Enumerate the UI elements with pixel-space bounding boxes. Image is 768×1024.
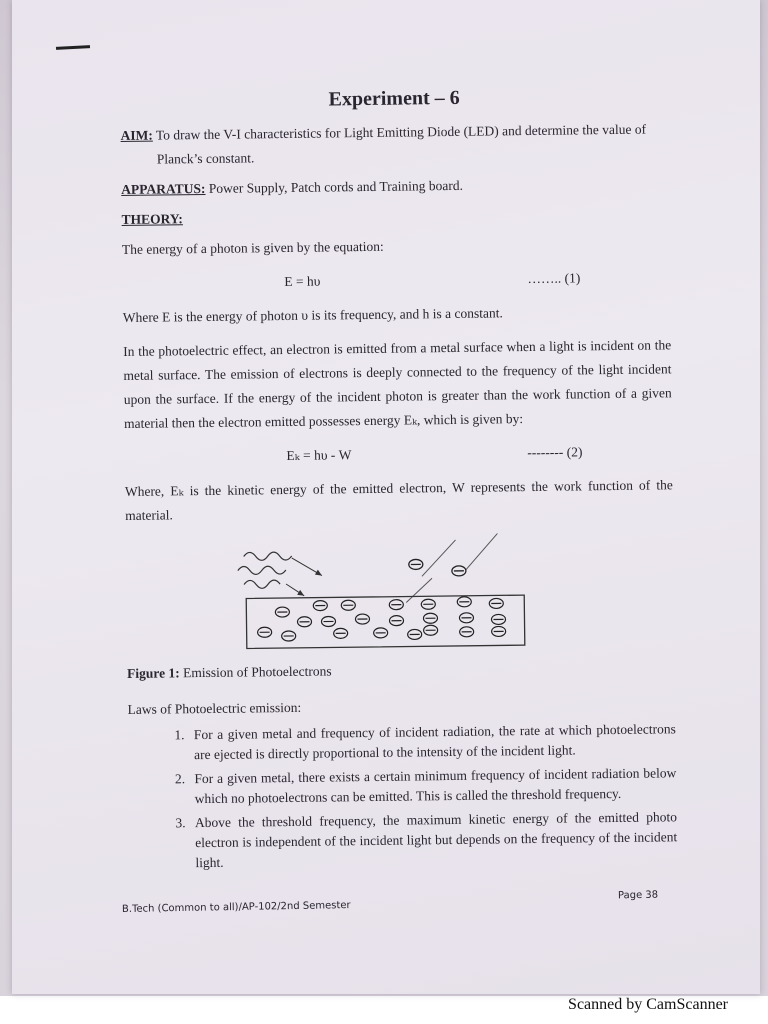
incident-light-ray-1: [244, 552, 292, 561]
electron: [460, 627, 474, 637]
electron: [389, 600, 403, 610]
electron: [423, 613, 437, 623]
apparatus-label: APPARATUS:: [121, 180, 206, 197]
electron: [424, 625, 438, 635]
equation-2: [124, 439, 672, 470]
theory-section: [121, 201, 669, 232]
electron: [321, 616, 335, 626]
electron: [275, 607, 289, 617]
list-item: 3. Above the threshold frequency, the maximum kinetic energy of the emitted photo electron is independent of the incident light but depends on the frequency of the incident light.: [189, 807, 678, 873]
photoelectric-paragraph: In the photoelectric effect, an electron is emitted from a metal surface when a light is incident on the metal surface. The emission of electrons is deeply connected to the frequency of the light incident upon the surface. If the energy of the incident photon is greater than the work function of a given material then the electron emitted possesses energy Eₖ, which is given by:: [123, 337, 672, 431]
equation-2-formula: Eₖ = hυ - W: [286, 447, 352, 463]
theory-label: THEORY:: [121, 211, 183, 227]
figure-caption-text: Emission of Photoelectrons: [179, 663, 332, 681]
scanner-watermark: Scanned by CamScanner: [568, 996, 728, 1013]
apparatus-section: [121, 171, 669, 202]
electron: [457, 597, 471, 607]
incident-light-ray-2: [238, 566, 286, 575]
electron: [489, 598, 503, 608]
footer-course: B.Tech (Common to all)/AP-102/2nd Semester: [121, 900, 351, 915]
electron: [282, 631, 296, 641]
aim-label: AIM:: [120, 127, 153, 143]
electron: [297, 617, 311, 627]
electron: [355, 614, 369, 624]
where-1-text: Where E is the energy of photon υ is its frequency, and h is a constant.: [122, 305, 503, 325]
apparatus-text: Power Supply, Patch cords and Training board.: [205, 177, 464, 196]
electron: [459, 613, 473, 623]
page-title: Experiment – 6: [328, 86, 460, 111]
electron: [491, 614, 505, 624]
where-2-text: Where, Eₖ is the kinetic energy of the emitted electron, W represents the work function of the material.: [124, 477, 673, 523]
electron: [334, 628, 348, 638]
electron: [408, 629, 422, 639]
figure-caption: [127, 655, 675, 686]
theory-intro: The energy of a photon is given by the equation:: [121, 238, 384, 257]
figure-caption-label: Figure 1:: [127, 665, 180, 681]
electron: [374, 628, 388, 638]
laws-heading: Laws of Photoelectric emission:: [127, 699, 302, 717]
document-body: [120, 83, 678, 878]
list-item: 1. For a given metal and frequency of incident radiation, the rate at which photoelectrons are ejected is directly proportional to the intensity of the incident light.: [188, 719, 676, 765]
equation-2-number: -------- (2): [527, 444, 583, 461]
emitted-arrow-2: [465, 533, 497, 569]
emitted-electron-2: [452, 566, 466, 576]
aim-text: To draw the V-I characteristics for Light Emitting Diode (LED) and determine the value of Planck’s constant.: [152, 121, 647, 167]
equation-1: [122, 265, 670, 296]
electron: [341, 600, 355, 610]
laws-list: [128, 719, 678, 874]
metal-electrons: [257, 596, 505, 641]
figure-photoelectron-emission: [125, 531, 674, 658]
incident-arrow-head-2: [297, 590, 304, 596]
electron: [313, 601, 327, 611]
aim-section: [120, 117, 669, 172]
electron: [421, 599, 435, 609]
footer-page-number: Page 38: [617, 889, 659, 902]
electron: [258, 627, 272, 637]
emitted-electron-1: [409, 559, 423, 569]
emitted-arrow-1: [422, 540, 456, 576]
equation-1-formula: E = hυ: [284, 273, 321, 290]
electron: [492, 626, 506, 636]
electron: [389, 616, 403, 626]
list-item: 2. For a given metal, there exists a certain minimum frequency of incident radiation below which no photoelectrons can be emitted. This is called the threshold frequency.: [188, 763, 676, 809]
photoelectron-diagram: [125, 531, 674, 658]
incident-light-ray-3: [244, 580, 280, 588]
pen-mark: [56, 45, 90, 50]
equation-1-number: …….. (1): [527, 270, 581, 287]
